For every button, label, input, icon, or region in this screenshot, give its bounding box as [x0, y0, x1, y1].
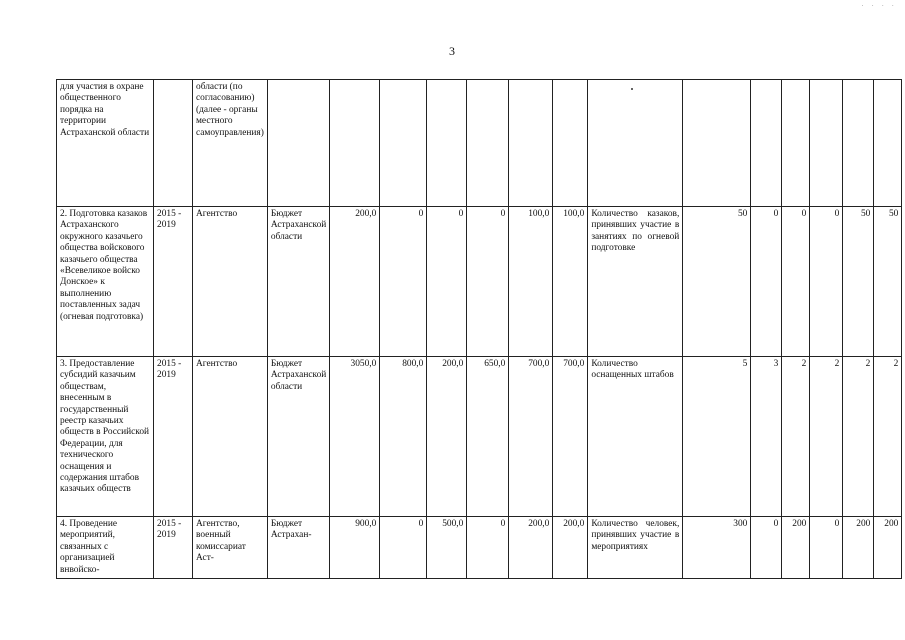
amount-cell: 100,0 [509, 207, 553, 357]
target-value-cell: 50 [843, 207, 874, 357]
executor-cell: Агентство [193, 357, 268, 517]
stray-dot-mark [631, 88, 633, 90]
amount-cell [380, 80, 427, 207]
amount-cell: 0 [427, 207, 467, 357]
page-number: 3 [449, 44, 455, 58]
table-row [57, 517, 902, 579]
activity-name-cell: для участия в охране общественного порядка на территории Астраханской области [57, 80, 154, 207]
indicator-cell [588, 80, 683, 207]
activity-name-cell: 3. Предоставление субсидий казачьим обществам, внесенным в государственный реестр казачьих обществ в Российской Федерации, для технического оснащения и содержания штабов казачьих обществ [57, 357, 154, 517]
amount-cell [467, 80, 509, 207]
target-value-cell: 50 [874, 207, 902, 357]
target-value-cell: 2 [843, 357, 874, 517]
amount-cell: 650,0 [467, 357, 509, 517]
target-value-cell: 5 [683, 357, 751, 517]
target-value-cell: 3 [751, 357, 782, 517]
table-row [57, 207, 902, 357]
period-cell: 2015 - 2019 [154, 207, 193, 357]
funding-source-cell [267, 80, 329, 207]
period-cell: 2015 - 2019 [154, 517, 193, 579]
target-value-cell [782, 80, 810, 207]
target-value-cell: 200 [782, 517, 810, 579]
amount-cell: 500,0 [427, 517, 467, 579]
funding-source-cell: Бюджет Астрахан- [267, 517, 329, 579]
amount-cell: 0 [380, 517, 427, 579]
target-value-cell: 50 [683, 207, 751, 357]
amount-cell [427, 80, 467, 207]
target-value-cell [751, 80, 782, 207]
target-value-cell: 0 [751, 207, 782, 357]
executor-cell: Агентство, военный комиссариат Аст- [193, 517, 268, 579]
amount-cell: 0 [467, 517, 509, 579]
period-cell: 2015 - 2019 [154, 357, 193, 517]
amount-cell: 700,0 [553, 357, 588, 517]
target-value-cell: 0 [751, 517, 782, 579]
amount-cell: 200,0 [427, 357, 467, 517]
executor-cell: Агентство [193, 207, 268, 357]
table-row [57, 80, 902, 207]
funding-source-cell: Бюджет Астраханской области [267, 207, 329, 357]
corner-mark: · · · · [861, 2, 897, 10]
funding-source-cell: Бюджет Астраханской области [267, 357, 329, 517]
indicator-cell: Количество человек, принявших участие в мероприятиях [588, 517, 683, 579]
amount-cell [330, 80, 380, 207]
amount-cell: 900,0 [330, 517, 380, 579]
activity-name-cell: 4. Проведение мероприятий, связанных с организацией внвойско- [57, 517, 154, 579]
target-value-cell: 0 [782, 207, 810, 357]
amount-cell: 700,0 [509, 357, 553, 517]
target-value-cell: 2 [810, 357, 843, 517]
target-value-cell: 2 [874, 357, 902, 517]
target-value-cell: 200 [843, 517, 874, 579]
amount-cell: 200,0 [330, 207, 380, 357]
indicator-cell: Количество казаков, принявших участие в занятиях по огневой подготовке [588, 207, 683, 357]
target-value-cell [843, 80, 874, 207]
target-value-cell [810, 80, 843, 207]
target-value-cell: 2 [782, 357, 810, 517]
target-value-cell: 200 [874, 517, 902, 579]
amount-cell: 800,0 [380, 357, 427, 517]
executor-cell: области (по согласованию) (далее - органы местного самоуправления) [193, 80, 268, 207]
indicator-cell: Количество оснащенных штабов [588, 357, 683, 517]
amount-cell: 0 [380, 207, 427, 357]
period-cell [154, 80, 193, 207]
table-row [57, 357, 902, 517]
amount-cell [509, 80, 553, 207]
program-activities-table [56, 79, 902, 579]
amount-cell: 200,0 [553, 517, 588, 579]
amount-cell: 100,0 [553, 207, 588, 357]
amount-cell: 200,0 [509, 517, 553, 579]
activity-name-cell: 2. Подготовка казаков Астраханского окружного казачьего общества войскового казачьего общества «Всевеликое войско Донское» к выполнению поставленных задач (огневая подготовка) [57, 207, 154, 357]
amount-cell: 0 [467, 207, 509, 357]
amount-cell [553, 80, 588, 207]
target-value-cell [874, 80, 902, 207]
target-value-cell: 0 [810, 517, 843, 579]
amount-cell: 3050,0 [330, 357, 380, 517]
target-value-cell: 300 [683, 517, 751, 579]
target-value-cell: 0 [810, 207, 843, 357]
target-value-cell [683, 80, 751, 207]
